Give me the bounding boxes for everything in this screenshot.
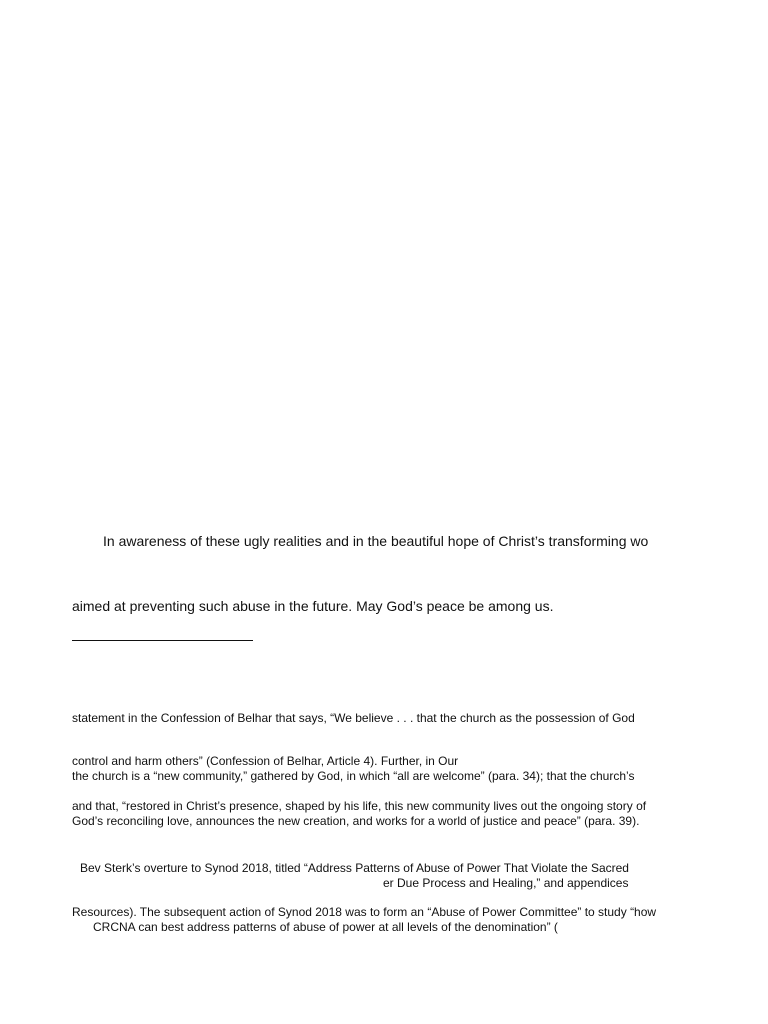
footnote-1-line-2: control and harm others” (Confession of Belhar, Article 4). Further, in Our (72, 754, 459, 768)
footnote-2-line-2: er Due Process and Healing,” and appendices (383, 876, 629, 890)
footnote-1-line-1: statement in the Confession of Belhar that says, “We believe . . . that the church as the possession of God (72, 711, 635, 725)
footnote-1-line-4: and that, “restored in Christ’s presence, shaped by his life, this new community lives out the ongoing story of (72, 799, 647, 813)
footnote-separator (72, 640, 253, 641)
body-paragraph-line-2: aimed at preventing such abuse in the future. May God’s peace be among us. (72, 598, 554, 614)
footnote-1-line-5: God’s reconciling love, announces the new creation, and works for a world of justice and peace” (para. 39). (72, 814, 640, 828)
footnote-2-line-4: CRCNA can best address patterns of abuse of power at all levels of the denomination” ( (93, 920, 558, 934)
footnote-1-line-3: the church is a “new community,” gathered by God, in which “all are welcome” (para. 34); that the church’s (72, 769, 635, 783)
body-paragraph-line-1: In awareness of these ugly realities and in the beautiful hope of Christ’s transforming wo (103, 533, 649, 549)
footnote-2-line-3: Resources). The subsequent action of Synod 2018 was to form an “Abuse of Power Committee” to study “how (72, 905, 657, 919)
footnote-2-line-1: Bev Sterk’s overture to Synod 2018, titled “Address Patterns of Abuse of Power That Violate the Sacred (80, 861, 629, 875)
